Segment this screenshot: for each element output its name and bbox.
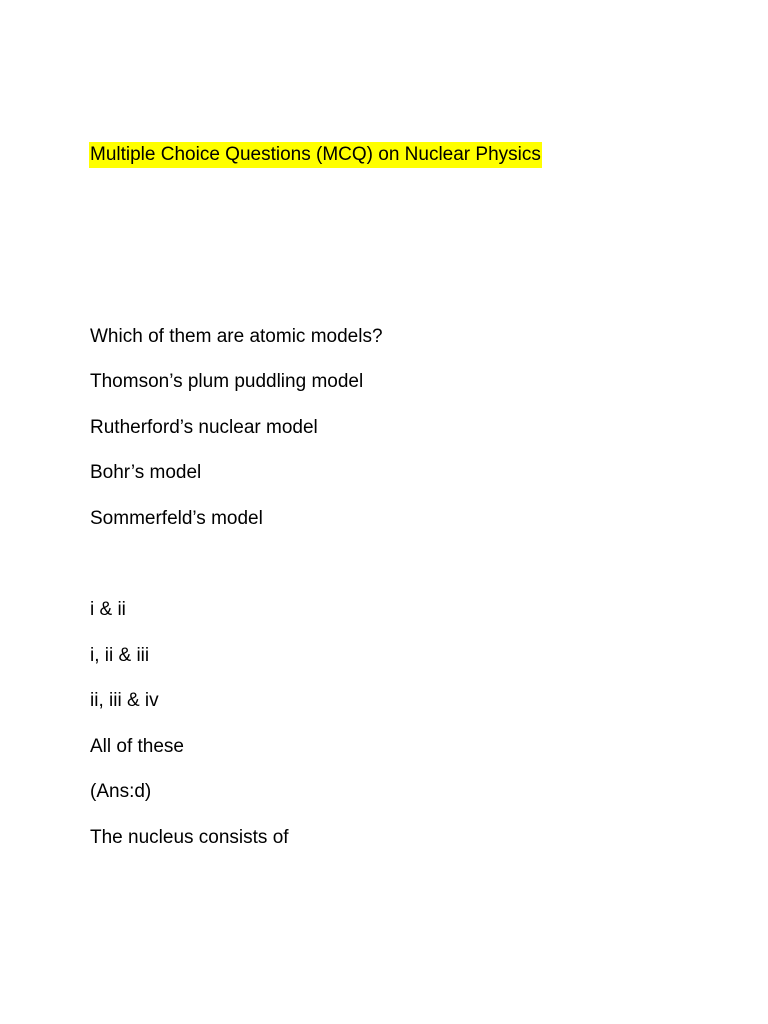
question-1-answer: (Ans:d) <box>90 781 152 802</box>
question-2-prompt: The nucleus consists of <box>90 827 289 848</box>
question-1-option-d: All of these <box>90 736 184 757</box>
question-1-option-a: i & ii <box>90 599 126 620</box>
document-title: Multiple Choice Questions (MCQ) on Nuclear Physics <box>89 142 542 168</box>
question-1-option-c: ii, iii & iv <box>90 690 159 711</box>
question-1-item-2: Rutherford’s nuclear model <box>90 417 318 438</box>
question-1-item-3: Bohr’s model <box>90 462 202 483</box>
question-1-item-4: Sommerfeld’s model <box>90 508 263 529</box>
question-1-option-b: i, ii & iii <box>90 645 150 666</box>
question-1-item-1: Thomson’s plum puddling model <box>90 371 364 392</box>
question-1-prompt: Which of them are atomic models? <box>90 326 383 347</box>
